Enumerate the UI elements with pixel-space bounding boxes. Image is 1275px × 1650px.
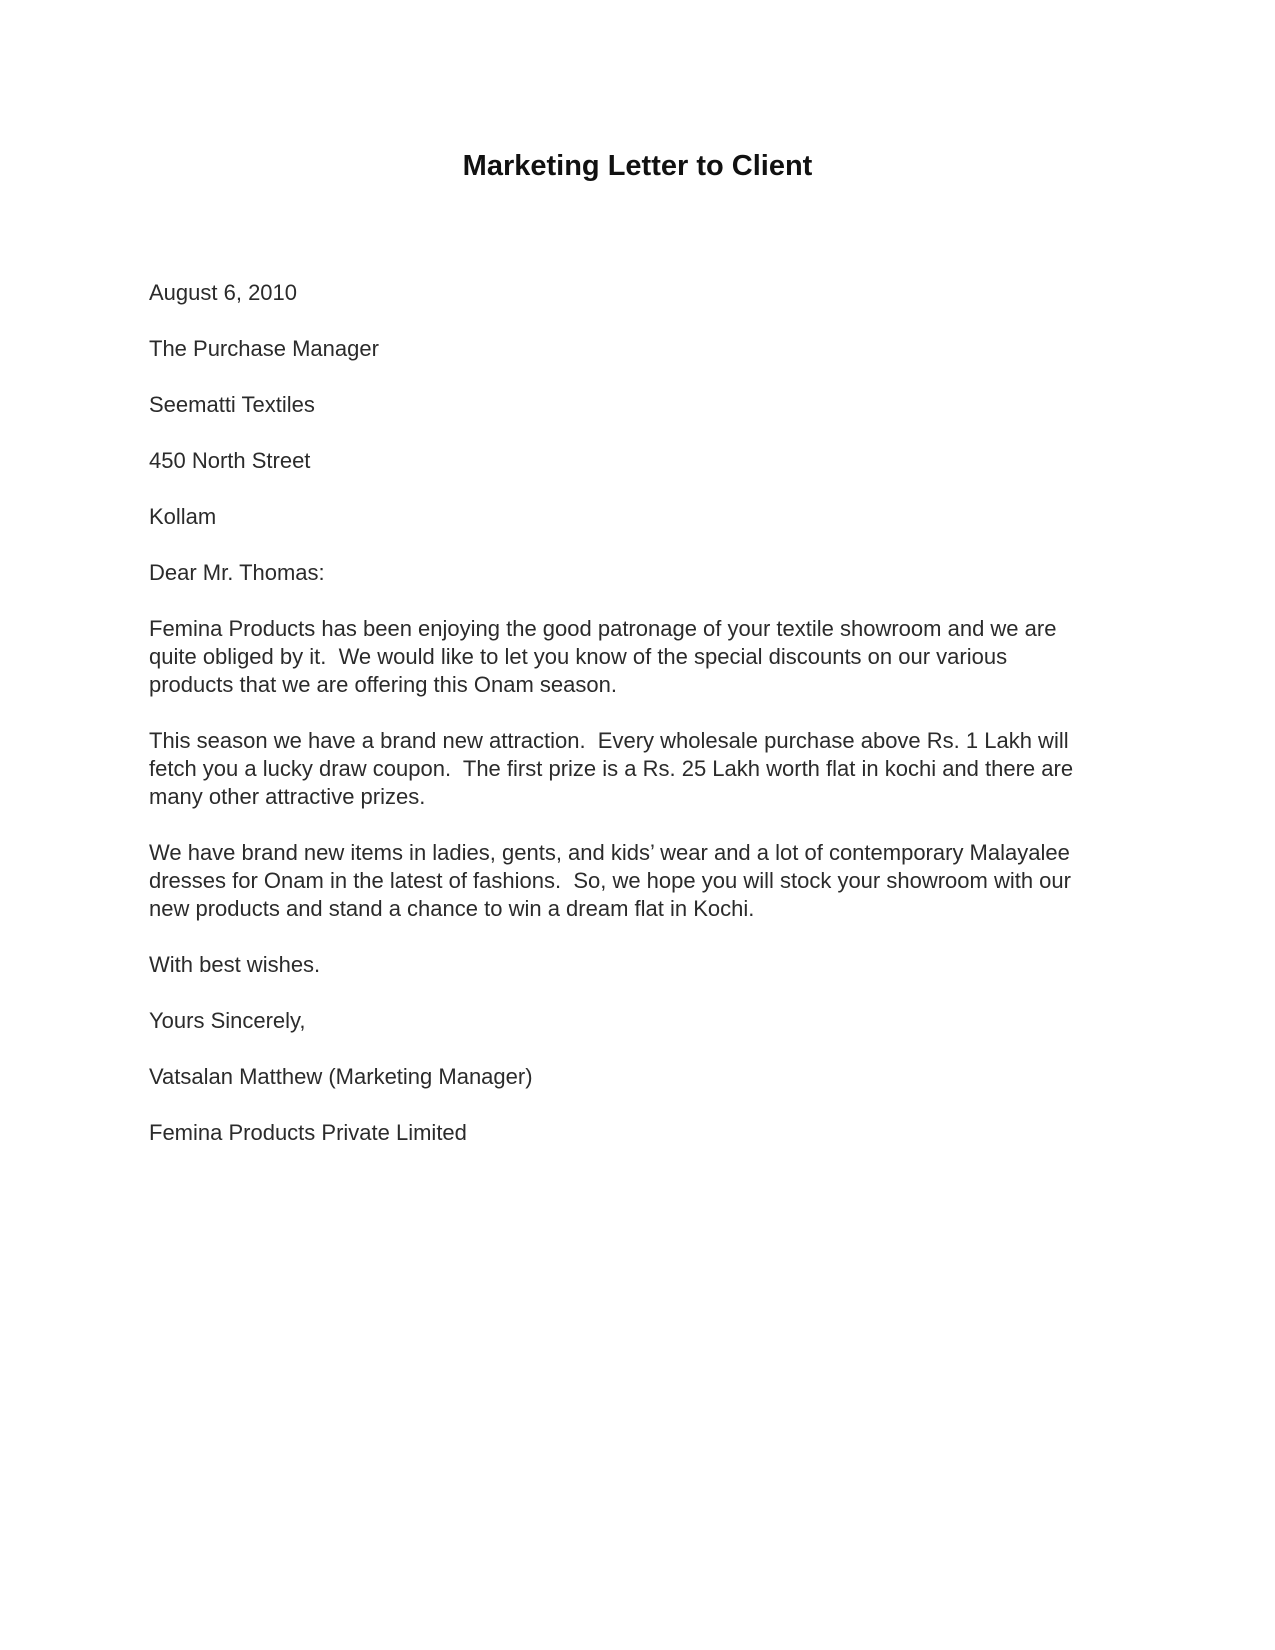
- signer-company: Femina Products Private Limited: [149, 1120, 467, 1145]
- body-paragraph-2: [149, 727, 1073, 811]
- body-paragraph-1: [149, 615, 1056, 699]
- recipient-title: The Purchase Manager: [149, 336, 379, 361]
- paragraph-line: new products and stand a chance to win a dream flat in Kochi.: [149, 896, 755, 921]
- paragraph-line: We have brand new items in ladies, gents, and kids’ wear and a lot of contemporary Malayalee: [149, 840, 1070, 865]
- body-paragraph-3: [149, 839, 1071, 923]
- paragraph-line: fetch you a lucky draw coupon. The first prize is a Rs. 25 Lakh worth flat in kochi and there are: [149, 756, 1074, 781]
- paragraph-line: quite obliged by it. We would like to let you know of the special discounts on our various: [149, 644, 1008, 669]
- recipient-street: 450 North Street: [149, 448, 311, 473]
- letter-title: Marketing Letter to Client: [462, 150, 813, 182]
- signer-name: Vatsalan Matthew (Marketing Manager): [149, 1064, 533, 1089]
- closing-signoff: Yours Sincerely,: [149, 1008, 306, 1033]
- paragraph-line: dresses for Onam in the latest of fashions. So, we hope you will stock your showroom with our: [149, 868, 1071, 893]
- paragraph-line: This season we have a brand new attraction. Every wholesale purchase above Rs. 1 Lakh will: [149, 728, 1069, 753]
- recipient-company: Seematti Textiles: [149, 392, 315, 417]
- letter-date: August 6, 2010: [149, 280, 298, 305]
- salutation: Dear Mr. Thomas:: [149, 560, 325, 585]
- paragraph-line: Femina Products has been enjoying the good patronage of your textile showroom and we are: [149, 616, 1057, 641]
- closing-wishes: With best wishes.: [149, 952, 321, 977]
- recipient-city: Kollam: [149, 504, 217, 529]
- paragraph-line: products that we are offering this Onam season.: [149, 672, 617, 697]
- paragraph-line: many other attractive prizes.: [149, 784, 426, 809]
